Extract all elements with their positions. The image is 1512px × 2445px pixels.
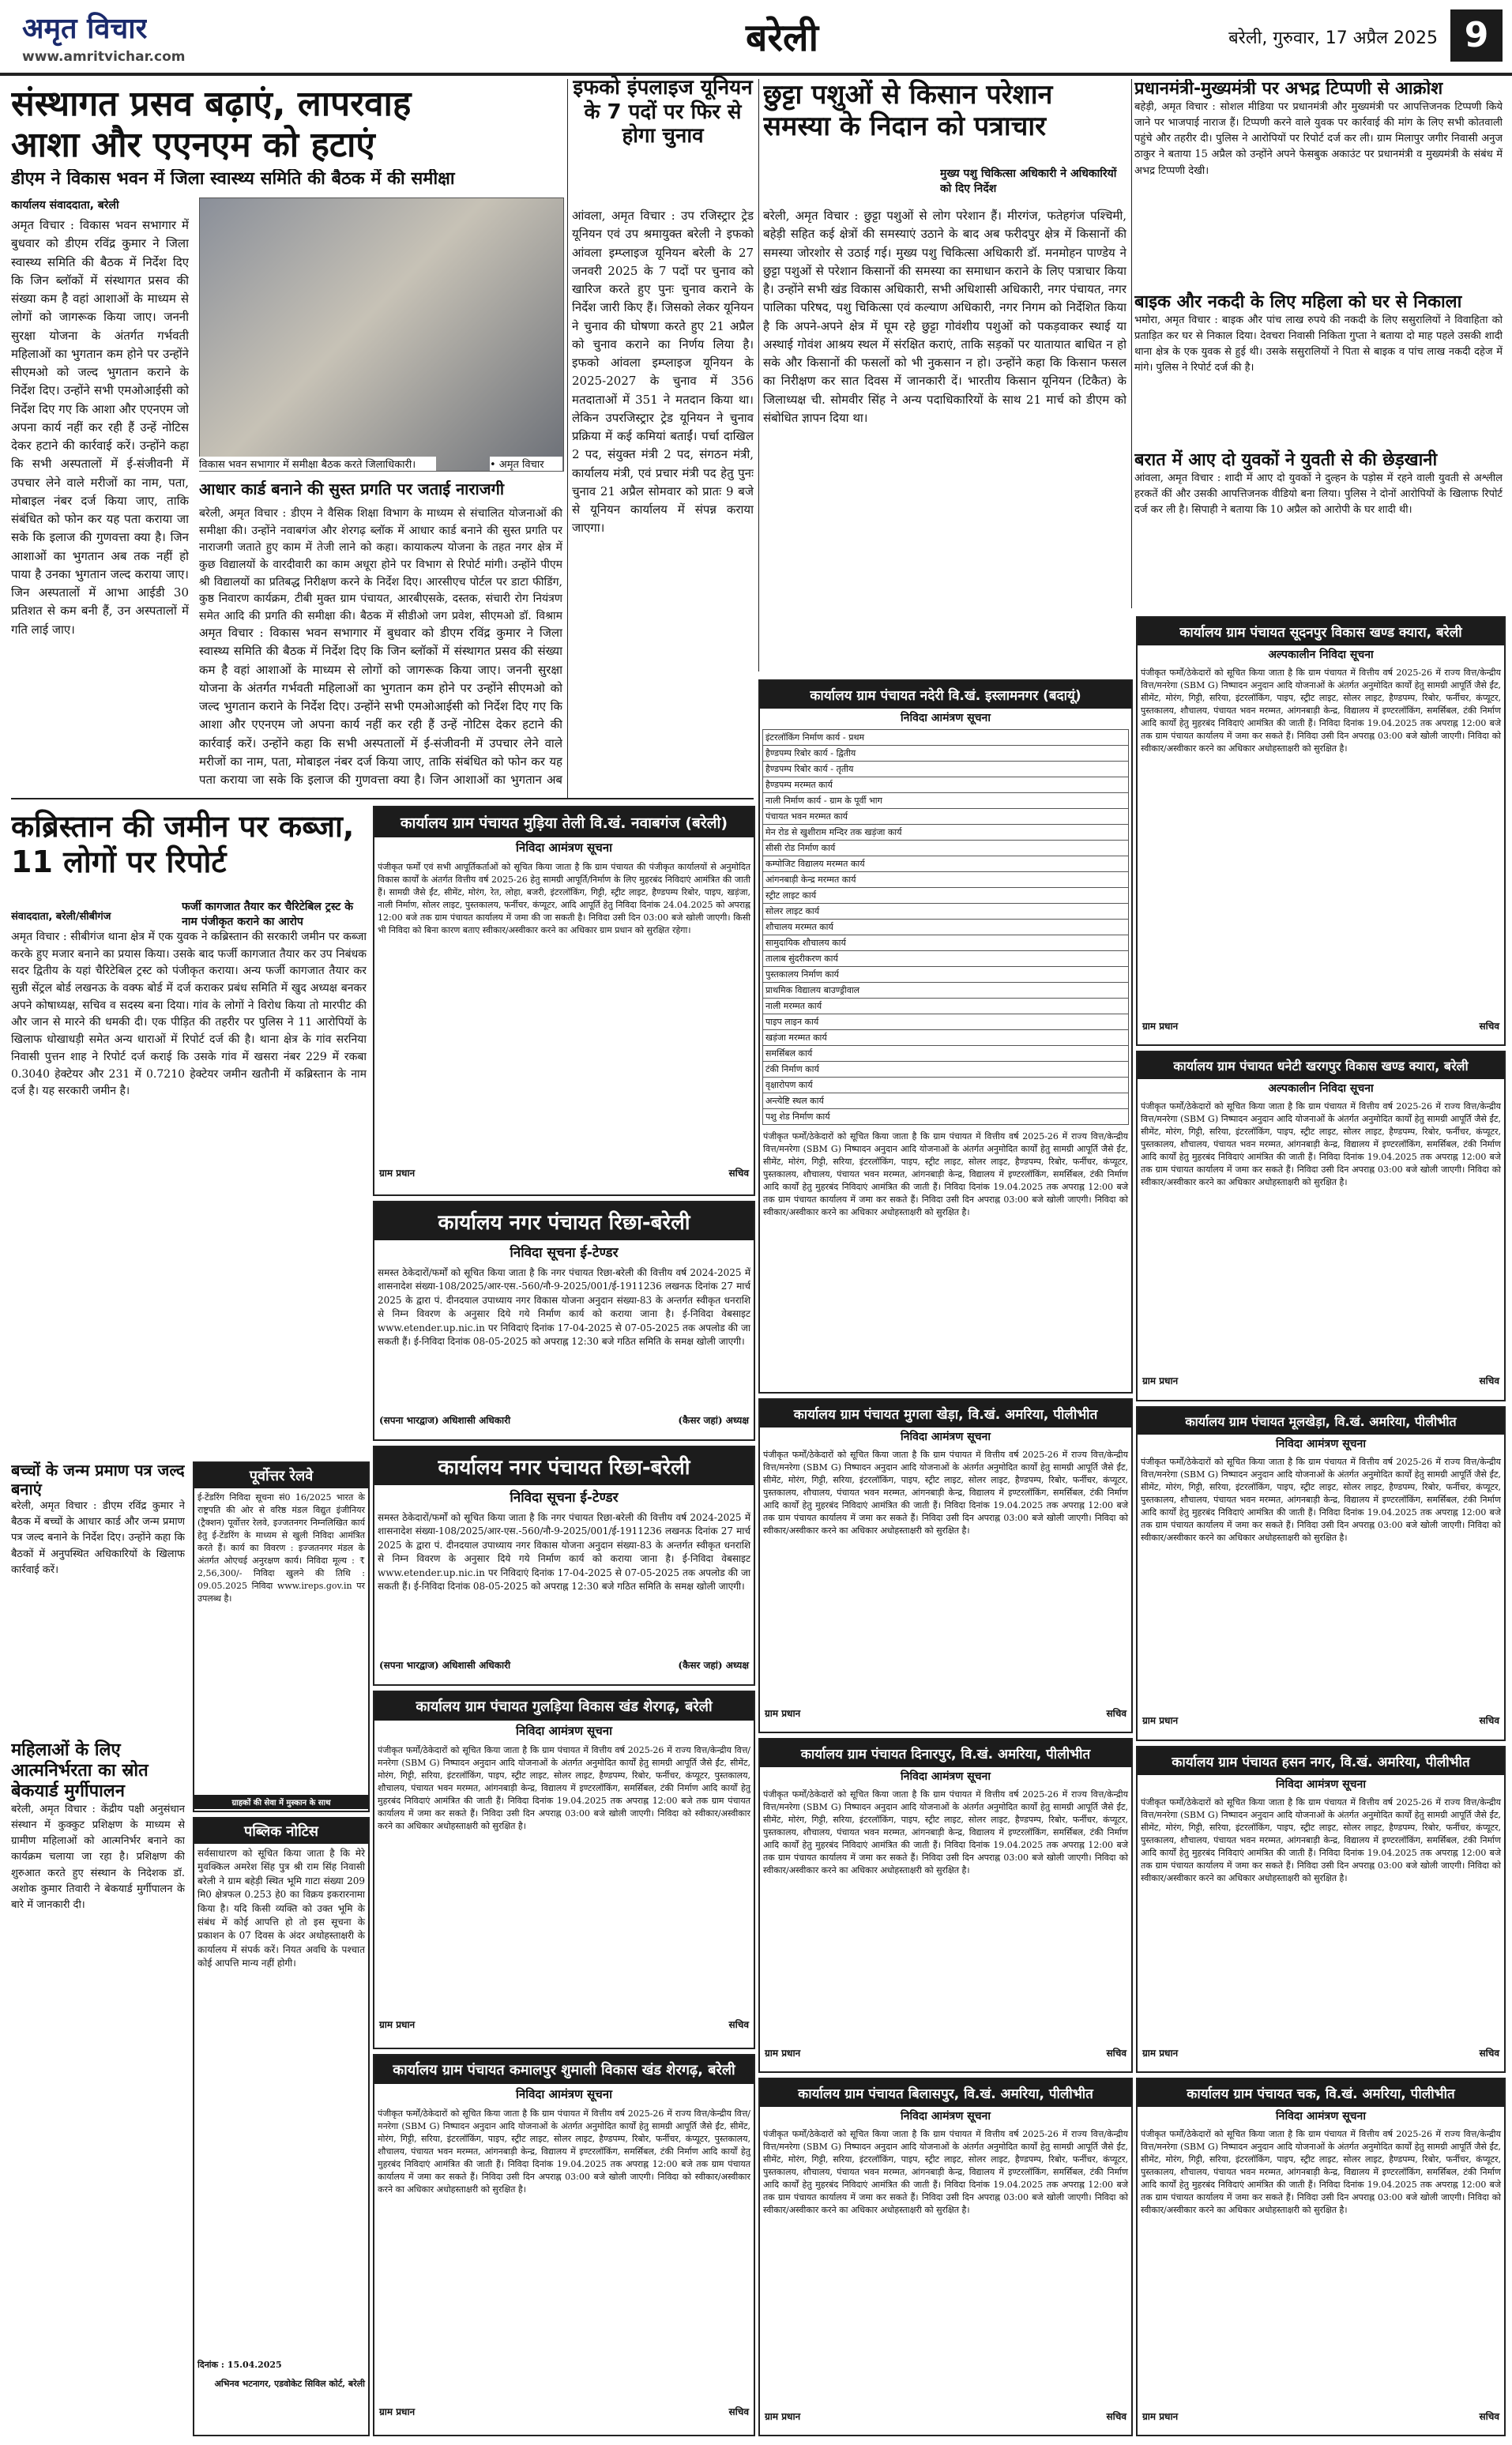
- edition-date: बरेली, गुरुवार, 17 अप्रैल 2025: [1228, 28, 1438, 48]
- tender-mugla-sachiv: सचिव: [1106, 1708, 1126, 1719]
- tender-chak: [1136, 2078, 1506, 2436]
- tender-hasan-nagar-pradhan: ग्राम प्रधान: [1142, 2048, 1179, 2059]
- tender-dhaneti-body: पंजीकृत फर्मों/ठेकेदारों को सूचित किया जाता है कि ग्राम पंचायत में वित्तीय वर्ष 2025-26 में राज्य वित्त/केन्द्रीय वित्त/मनरेगा (SBM G) निष्पादन अनुदान आदि योजनाओं के अंतर्गत अनुमोदित कार्यों हेतु सामग्री आपूर्ति जैसे ईंट, सीमेंट, मोरंग, गिट्टी, सरिया, इंटरलॉकिंग, पाइप, स्ट्रीट लाइट, सोलर लाइट, हैण्डपम्प, रिबोर, फर्नीचर, कंप्यूटर, पुस्तकालय, शौचालय, पंचायत भवन मरम्मत, आंगनबाड़ी केन्द्र, विद्यालय में इण्टरलॉकिंग, समर्सिबल, टंकी निर्माण आदि कार्यों हेतु मुहरबंद निविदाएं आमंत्रित की जाती हैं। निविदा दिनांक 19.04.2025 तक अपराह्न 12:00 बजे तक ग्राम पंचायत कार्यालय में जमा कर सकते हैं। निविदा उसी दिन अपराह्न 03:00 बजे खोली जाएगी। निविदा को स्वीकार/अस्वीकार करने का अधिकार अधोहस्ताक्षरी को सुरक्षित है।: [1141, 1101, 1501, 1187]
- public-notice-title: पब्लिक नोटिस: [194, 1819, 368, 1844]
- tender-row-label: शौचालय मरम्मत कार्य: [763, 920, 1129, 935]
- aadhaar-headline: आधार कार्ड बनाने की सुस्त प्रगति पर जताई नाराजगी: [199, 480, 505, 498]
- left-briefs: [11, 1461, 185, 2433]
- tender-table-row: [763, 762, 1129, 777]
- lead-deck: डीएम ने विकास भवन में जिला स्वास्थ्य समिति की बैठक में की समीक्षा: [11, 169, 455, 189]
- tender-bilaspur: [758, 2078, 1133, 2436]
- tender-mudiya-pradhan: ग्राम प्रधान: [379, 1168, 416, 1179]
- tender-suddanpur-title: कार्यालय ग्राम पंचायत सूदनपुर विकास खण्ड क्यारा, बरेली: [1138, 618, 1504, 645]
- lead-headline-line2: आशा और एएनएम को हटाएं: [11, 124, 375, 163]
- tender-naderi-table-wrap: [760, 727, 1131, 1127]
- brief-3-headline: बरात में आए दो युवकों ने युवती से की छेड़खानी: [1134, 450, 1438, 470]
- tender-rikha-1-sub: निविदा सूचना ई-टेण्डर: [510, 1245, 619, 1261]
- tender-row-label: सीसी रोड निर्माण कार्य: [763, 841, 1129, 856]
- brief-2-headline: बाइक और नकदी के लिए महिला को घर से निकाला: [1134, 292, 1462, 312]
- tender-dinarpur-body: पंजीकृत फर्मों/ठेकेदारों को सूचित किया जाता है कि ग्राम पंचायत में वित्तीय वर्ष 2025-26 में राज्य वित्त/केन्द्रीय वित्त/मनरेगा (SBM G) निष्पादन अनुदान आदि योजनाओं के अंतर्गत अनुमोदित कार्यों हेतु सामग्री आपूर्ति जैसे ईंट, सीमेंट, मोरंग, गिट्टी, सरिया, इंटरलॉकिंग, पाइप, स्ट्रीट लाइट, सोलर लाइट, हैण्डपम्प, रिबोर, फर्नीचर, कंप्यूटर, पुस्तकालय, शौचालय, पंचायत भवन मरम्मत, आंगनबाड़ी केन्द्र, विद्यालय में इण्टरलॉकिंग, समर्सिबल, टंकी निर्माण आदि कार्यों हेतु मुहरबंद निविदाएं आमंत्रित की जाती हैं। निविदा दिनांक 19.04.2025 तक अपराह्न 12:00 बजे तक ग्राम पंचायत कार्यालय में जमा कर सकते हैं। निविदा उसी दिन अपराह्न 03:00 बजे खोली जाएगी। निविदा को स्वीकार/अस्वीकार करने का अधिकार अधोहस्ताक्षरी को सुरक्षित है।: [763, 1789, 1128, 1875]
- tender-table-row: [763, 841, 1129, 856]
- tender-rikha-2-body: समस्त ठेकेदारों/फर्मों को सूचित किया जाता है कि नगर पंचायत रिछा-बरेली की वित्तीय वर्ष 2024-2025 में शासनादेश संख्या-108/2025/आर-एस.-560/नौ-9-2025/001/ई-1911236 लखनऊ दिनांक 27 मार्च 2025 के द्वारा पं. दीनदयाल उपाध्याय नगर विकास योजना अनुदान संख्या-83 के अन्तर्गत स्वीकृत धनराशि से निम्न विवरण के अनुसार दिये गये निर्माण कार्य को कराया जाना है। ई-निविदा वेबसाइट www.etender.up.nic.in पर निविदाएं दिनांक 17-04-2025 से 07-05-2025 तक अपलोड की जा सकती हैं। ई-निविदा दिनांक 08-05-2025 को अपराह्न 12:30 बजे गठित समिति के समक्ष खोली जाएगी।: [378, 1512, 750, 1592]
- tender-rikha-1-signs: [374, 1412, 754, 1428]
- tender-rikha-1-chair: (कैसर जहां) अध्यक्ष: [678, 1415, 749, 1426]
- brief-3-body: आंवला, अमृत विचार : शादी में आए दो युवकों ने दुल्हन के पड़ोस में रहने वाली युवती से अश्लील हरकतें कीं और उसकी आपत्तिजनक वीडियो बना लिया। पुलिस ने दोनों आरोपियों के खिलाफ रिपोर्ट दर्ज कर ली है। सिपाही ने बताया कि 10 अप्रैल को आरोपी के घर शादी थी।: [1134, 472, 1503, 517]
- lead-headline: [11, 84, 564, 163]
- tender-row-label: नाली मरम्मत कार्य: [763, 999, 1129, 1014]
- tender-rikha-2-sub: निविदा सूचना ई-टेण्डर: [510, 1490, 619, 1506]
- tender-moolkheda-body: पंजीकृत फर्मों/ठेकेदारों को सूचित किया जाता है कि ग्राम पंचायत में वित्तीय वर्ष 2025-26 में राज्य वित्त/केन्द्रीय वित्त/मनरेगा (SBM G) निष्पादन अनुदान आदि योजनाओं के अंतर्गत अनुमोदित कार्यों हेतु सामग्री आपूर्ति जैसे ईंट, सीमेंट, मोरंग, गिट्टी, सरिया, इंटरलॉकिंग, पाइप, स्ट्रीट लाइट, सोलर लाइट, हैण्डपम्प, रिबोर, फर्नीचर, कंप्यूटर, पुस्तकालय, शौचालय, पंचायत भवन मरम्मत, आंगनबाड़ी केन्द्र, विद्यालय में इण्टरलॉकिंग, समर्सिबल, टंकी निर्माण आदि कार्यों हेतु मुहरबंद निविदाएं आमंत्रित की जाती हैं। निविदा दिनांक 19.04.2025 तक अपराह्न 12:00 बजे तक ग्राम पंचायत कार्यालय में जमा कर सकते हैं। निविदा उसी दिन अपराह्न 03:00 बजे खोली जाएगी। निविदा को स्वीकार/अस्वीकार करने का अधिकार अधोहस्ताक्षरी को सुरक्षित है।: [1141, 1457, 1501, 1543]
- public-notice: [193, 1817, 370, 2436]
- tender-hasan-nagar-sachiv: सचिव: [1479, 2048, 1499, 2059]
- tender-row-label: कम्पोजिट विद्यालय मरम्मत कार्य: [763, 856, 1129, 872]
- tender-chak-title: कार्यालय ग्राम पंचायत चक, वि.खं. अमरिया, पीलीभीत: [1138, 2079, 1504, 2107]
- graveyard-body: अमृत विचार : सीबीगंज थाना क्षेत्र में एक युवक ने कब्रिस्तान की सरकारी जमीन पर कब्जा करके हुए मजार बनाने का प्रयास किया। उसके बाद फर्जी कागजात तैयार कर उप निबंधक सदर द्वितीय के यहां चैरिटेबिल ट्रस्ट को पंजीकृत कराया। अन्य फर्जी कागजात तैयार कर सुन्नी सेंट्रल बोर्ड लखनऊ के वक्फ बोर्ड में दर्ज कराकर प्रबंध समिति में खुद अध्यक्ष बनकर अपने कोषाध्यक्ष, सचिव व सदस्य बना दिया। गांव के लोगों ने विरोध किया तो मारपीट की और जान से मारने की धमकी दी। एक पीड़ित की तहरीर पर पुलिस ने 11 आरोपियों के खिलाफ धोखाधड़ी समेत अन्य धाराओं में रिपोर्ट दर्ज की है। थाना क्षेत्र के गांव सरनिया निवासी पुत्तन शाह ने रिपोर्ट दर्ज कराई कि उसके गांव में खसरा नंबर 229 में रकबा 0.3040 हेक्टेयर और 231 में 0.7210 हेक्टेयर जमीन खतौनी में कब्रिस्तान के नाम दर्ज है। यह सरकारी जमीन है।: [11, 931, 367, 1098]
- tender-guleria-sub: निविदा आमंत्रण सूचना: [515, 1724, 613, 1738]
- graveyard-headline: कब्रिस्तान की जमीन पर कब्जा, 11 लोगों पर रिपोर्ट: [11, 809, 355, 879]
- tender-table-row: [763, 856, 1129, 872]
- tender-table-row: [763, 809, 1129, 825]
- tender-suddanpur-body: पंजीकृत फर्मों/ठेकेदारों को सूचित किया जाता है कि ग्राम पंचायत में वित्तीय वर्ष 2025-26 में राज्य वित्त/केन्द्रीय वित्त/मनरेगा (SBM G) निष्पादन अनुदान आदि योजनाओं के अंतर्गत अनुमोदित कार्यों हेतु सामग्री आपूर्ति जैसे ईंट, सीमेंट, मोरंग, गिट्टी, सरिया, इंटरलॉकिंग, पाइप, स्ट्रीट लाइट, सोलर लाइट, हैण्डपम्प, रिबोर, फर्नीचर, कंप्यूटर, पुस्तकालय, शौचालय, पंचायत भवन मरम्मत, आंगनबाड़ी केन्द्र, विद्यालय में इण्टरलॉकिंग, समर्सिबल, टंकी निर्माण आदि कार्यों हेतु मुहरबंद निविदाएं आमंत्रित की जाती हैं। निविदा दिनांक 19.04.2025 तक अपराह्न 12:00 बजे तक ग्राम पंचायत कार्यालय में जमा कर सकते हैं। निविदा उसी दिन अपराह्न 03:00 बजे खोली जाएगी। निविदा को स्वीकार/अस्वीकार करने का अधिकार अधोहस्ताक्षरी को सुरक्षित है।: [1141, 668, 1501, 754]
- public-notice-body: सर्वसाधारण को सूचित किया जाता है कि मेरे मुवक्किल अमरेश सिंह पुत्र श्री राम सिंह निवासी बरेली ने ग्राम बहेड़ी स्थित भूमि गाटा संख्या 209 मि0 क्षेत्रफल 0.253 हे0 का विक्रय इकरारनामा किया है। यदि किसी व्यक्ति को उक्त भूमि के संबंध में कोई आपत्ति हो तो इस सूचना के प्रकाशन के 07 दिवस के अंदर अधोहस्ताक्षरी के कार्यालय में संपर्क करें। नियत अवधि के पश्चात कोई आपत्ति मान्य नहीं होगी।: [197, 1848, 365, 1969]
- tender-table-row: [763, 1062, 1129, 1078]
- tender-moolkheda-title: कार्यालय ग्राम पंचायत मूलखेड़ा, वि.खं. अमरिया, पीलीभीत: [1138, 1408, 1504, 1435]
- tender-dinarpur-signs: [760, 2044, 1131, 2061]
- tender-mudiya: [373, 806, 755, 1196]
- tender-dhaneti-title: कार्यालय ग्राम पंचायत धनेटी खरगपुर विकास खण्ड क्यारा, बरेली: [1138, 1052, 1504, 1079]
- tender-row-label: पशु शेड निर्माण कार्य: [763, 1109, 1129, 1125]
- column-rule: [567, 79, 568, 798]
- tender-suddanpur-pradhan: ग्राम प्रधान: [1142, 1021, 1179, 1032]
- tender-moolkheda-pradhan: ग्राम प्रधान: [1142, 1715, 1179, 1726]
- tender-row-label: अन्त्येष्टि स्थल कार्य: [763, 1093, 1129, 1109]
- tender-guleria-signs: [374, 2016, 754, 2033]
- tender-moolkheda-sub: निविदा आमंत्रण सूचना: [1276, 1438, 1366, 1450]
- railway-body: ई-टेंडरिंग निविदा सूचना सं0 16/2025 भारत के राष्ट्रपति की ओर से वरिष्ठ मंडल विद्युत इंजीनियर (ट्रैक्शन) पूर्वोत्तर रेलवे, इज्जतनगर निम्नलिखित कार्य हेतु ई-टेंडरिंग के माध्यम से खुली निविदा आमंत्रित करते हैं। कार्य का विवरण : इज्जतनगर मंडल के अंतर्गत ओएचई अनुरक्षण कार्य। निविदा मूल्य : ₹ 2,56,300/- निविदा खुलने की तिथि : 09.05.2025 निविदा www.ireps.gov.in पर उपलब्ध है।: [197, 1492, 365, 1604]
- tender-suddanpur-sub: अल्पकालीन निविदा सूचना: [1268, 649, 1374, 661]
- brief-1-headline: प्रधानमंत्री-मुख्यमंत्री पर अभद्र टिप्पणी से आक्रोश: [1134, 79, 1443, 99]
- tender-table-row: [763, 746, 1129, 762]
- tender-kamalpur-sachiv: सचिव: [728, 2406, 749, 2417]
- tender-dhaneti-pradhan: ग्राम प्रधान: [1142, 1375, 1179, 1386]
- tender-table-row: [763, 825, 1129, 841]
- tender-row-label: वृक्षारोपण कार्य: [763, 1078, 1129, 1093]
- tender-mugla-title: कार्यालय ग्राम पंचायत मुगला खेड़ा, वि.खं. अमरिया, पीलीभीत: [760, 1400, 1131, 1428]
- left-brief-1-body: बरेली, अमृत विचार : डीएम रविंद्र कुमार ने बैठक में बच्चों के आधार कार्ड और जन्म प्रमाण पत्र जल्द बनाने के निर्देश दिए। उन्होंने कहा कि बैठकों में अनुपस्थित अधिकारियों के खिलाफ कार्रवाई करें।: [11, 1500, 185, 1576]
- tender-bilaspur-sachiv: सचिव: [1106, 2411, 1126, 2422]
- tender-row-label: इंटरलॉकिंग निर्माण कार्य - प्रथम: [763, 730, 1129, 746]
- tender-dhaneti-signs: [1138, 1372, 1504, 1389]
- tender-table-row: [763, 777, 1129, 793]
- tender-row-label: टंकी निर्माण कार्य: [763, 1062, 1129, 1078]
- tender-table-row: [763, 1078, 1129, 1093]
- graveyard-reporter: संवाददाता, बरेली/सीबीगंज: [11, 911, 111, 923]
- tender-suddanpur-signs: [1138, 1017, 1504, 1034]
- tender-moolkheda: [1136, 1406, 1506, 1741]
- tender-chak-sachiv: सचिव: [1479, 2411, 1499, 2422]
- tender-row-label: स्ट्रीट लाइट कार्य: [763, 888, 1129, 904]
- tender-suddanpur-sachiv: सचिव: [1479, 1021, 1499, 1032]
- railway-tender: [193, 1461, 370, 1812]
- tender-naderi-body: पंजीकृत फर्मों/ठेकेदारों को सूचित किया जाता है कि ग्राम पंचायत में वित्तीय वर्ष 2025-26 में राज्य वित्त/केन्द्रीय वित्त/मनरेगा (SBM G) निष्पादन अनुदान आदि योजनाओं के अंतर्गत अनुमोदित कार्यों हेतु सामग्री आपूर्ति जैसे ईंट, सीमेंट, मोरंग, गिट्टी, सरिया, इंटरलॉकिंग, पाइप, स्ट्रीट लाइट, सोलर लाइट, हैण्डपम्प, रिबोर, फर्नीचर, कंप्यूटर, पुस्तकालय, शौचालय, पंचायत भवन मरम्मत, आंगनबाड़ी केन्द्र, विद्यालय में इण्टरलॉकिंग, समर्सिबल, टंकी निर्माण आदि कार्यों हेतु मुहरबंद निविदाएं आमंत्रित की जाती हैं। निविदा दिनांक 19.04.2025 तक अपराह्न 12:00 बजे तक ग्राम पंचायत कार्यालय में जमा कर सकते हैं। निविदा उसी दिन अपराह्न 03:00 बजे खोली जाएगी। निविदा को स्वीकार/अस्वीकार करने का अधिकार अधोहस्ताक्षरी को सुरक्षित है।: [763, 1131, 1128, 1217]
- tender-bilaspur-signs: [760, 2408, 1131, 2424]
- tender-rikha-2-signs: [374, 1657, 754, 1673]
- brief-1-body: बहेड़ी, अमृत विचार : सोशल मीडिया पर प्रधानमंत्री और मुख्यमंत्री पर आपत्तिजनक टिप्पणी किये जाने पर भाजपाई नाराज हैं। टिप्पणी करने वाले युवक पर कार्रवाई की मांग के लिए सभी कोतवाली पहुंचे और तहरीर दी। पुलिस ने आरोपियों पर रिपोर्ट दर्ज कर ली। ग्राम मिलापुर जगीर निवासी अनुज ठाकुर ने बताया 15 अप्रैल को उन्होंने अपने फेसबुक अकाउंट पर प्रधानमंत्री व मुख्यमंत्री के संबंध में अभद्र टिप्पणी देखी।: [1134, 100, 1503, 177]
- public-notice-date: दिनांक : 15.04.2025: [197, 2360, 282, 2370]
- tender-mudiya-body: पंजीकृत फर्मों एवं सभी आपूर्तिकर्ताओं को सूचित किया जाता है कि ग्राम पंचायत की पंजीकृत कार्यालयों से अनुमोदित विकास कार्यों के अंतर्गत वित्तीय वर्ष 2025-26 हेतु सामग्री आपूर्ति/निर्माण के लिए मुहरबंद निविदाएं आमंत्रित की जाती हैं। सामग्री जैसे ईंट, सीमेंट, मोरंग, रेत, लोहा, बजरी, इंटरलॉकिंग, गिट्टी, स्ट्रीट लाइट, हैण्डपम्प रिबोर, पाइप, खड़ंजा, नाली निर्माण, सोलर लाइट, पुस्तकालय, फर्नीचर, कंप्यूटर, आदि आपूर्ति हेतु निविदा दिनांक 24.04.2025 को अपराह्न 12:00 बजे तक ग्राम पंचायत कार्यालय में जमा की जा सकती है। निविदा उसी दिन 03:00 बजे खोली जाएगी। किसी भी निविदा को बिना कारण बताए स्वीकार/अस्वीकार करने का अधिकार ग्राम प्रधान को सुरक्षित रहेगा।: [378, 862, 750, 935]
- tender-table-row: [763, 1109, 1129, 1125]
- tender-table-row: [763, 935, 1129, 951]
- tender-chak-pradhan: ग्राम प्रधान: [1142, 2411, 1179, 2422]
- right-briefs: [1134, 79, 1503, 648]
- tender-table-row: [763, 967, 1129, 983]
- tender-table-row: [763, 1093, 1129, 1109]
- tender-row-label: समर्सिबल कार्य: [763, 1046, 1129, 1062]
- tender-moolkheda-sachiv: सचिव: [1479, 1715, 1499, 1726]
- tender-mugla-body: पंजीकृत फर्मों/ठेकेदारों को सूचित किया जाता है कि ग्राम पंचायत में वित्तीय वर्ष 2025-26 में राज्य वित्त/केन्द्रीय वित्त/मनरेगा (SBM G) निष्पादन अनुदान आदि योजनाओं के अंतर्गत अनुमोदित कार्यों हेतु सामग्री आपूर्ति जैसे ईंट, सीमेंट, मोरंग, गिट्टी, सरिया, इंटरलॉकिंग, पाइप, स्ट्रीट लाइट, सोलर लाइट, हैण्डपम्प, रिबोर, फर्नीचर, कंप्यूटर, पुस्तकालय, शौचालय, पंचायत भवन मरम्मत, आंगनबाड़ी केन्द्र, विद्यालय में इण्टरलॉकिंग, समर्सिबल, टंकी निर्माण आदि कार्यों हेतु मुहरबंद निविदाएं आमंत्रित की जाती हैं। निविदा दिनांक 19.04.2025 तक अपराह्न 12:00 बजे तक ग्राम पंचायत कार्यालय में जमा कर सकते हैं। निविदा उसी दिन अपराह्न 03:00 बजे खोली जाएगी। निविदा को स्वीकार/अस्वीकार करने का अधिकार अधोहस्ताक्षरी को सुरक्षित है।: [763, 1450, 1128, 1536]
- tender-rikha-1: [373, 1201, 755, 1441]
- tender-dinarpur-title: कार्यालय ग्राम पंचायत दिनारपुर, वि.खं. अमरिया, पीलीभीत: [760, 1740, 1131, 1767]
- brief-2-body: भमोरा, अमृत विचार : बाइक और पांच लाख रुपये की नकदी के लिए ससुरालियों ने विवाहिता को प्रताड़ित कर घर से निकाल दिया। देवचरा निवासी निकिता गुप्ता ने बताया दो माह पहले उसकी शादी थाना क्षेत्र के एक युवक से हुई थी। उसके ससुरालियों ने पिता से बाइक व पांच लाख नकदी दहेज में मांगे। पुलिस ने रिपोर्ट दर्ज की है।: [1134, 314, 1503, 374]
- tender-guleria-pradhan: ग्राम प्रधान: [379, 2019, 416, 2030]
- tender-table-row: [763, 1046, 1129, 1062]
- tender-kamalpur-signs: [374, 2403, 754, 2420]
- section-rule: [11, 798, 754, 799]
- tender-naderi-title: कार्यालय ग्राम पंचायत नदेरी वि.खं. इस्लामनगर (बदायूं): [760, 681, 1131, 709]
- tender-table-row: [763, 951, 1129, 967]
- tender-mudiya-sub: निविदा आमंत्रण सूचना: [515, 841, 613, 855]
- tender-naderi-table: [762, 729, 1129, 1125]
- tender-dinarpur: [758, 1738, 1133, 2073]
- tender-rikha-2-title: कार्यालय नगर पंचायत रिछा-बरेली: [374, 1447, 754, 1485]
- railway-footer: ग्राहकों की सेवा में मुस्कान के साथ: [194, 1795, 368, 1809]
- tender-moolkheda-signs: [1138, 1712, 1504, 1728]
- tender-kamalpur-sub: निविदा आमंत्रण सूचना: [515, 2087, 613, 2101]
- tender-chak-sub: निविदा आमंत्रण सूचना: [1276, 2110, 1366, 2123]
- tender-rikha-1-title: कार्यालय नगर पंचायत रिछा-बरेली: [374, 1202, 754, 1240]
- tender-row-label: हैण्डपम्प मरम्मत कार्य: [763, 777, 1129, 793]
- tender-rikha-2: [373, 1446, 755, 1686]
- union-body: आंवला, अमृत विचार : उप रजिस्ट्रार ट्रेड यूनियन एवं उप श्रमायुक्त बरेली ने इफको आंवला इम्प्लाइज यूनियन बरेली के 27 जनवरी 2025 के 7 पदों पर चुनाव को खारिज करते हुए पुनः चुनाव कराने के निर्देश जारी किए हैं। जिसको लेकर यूनियन ने चुनाव की घोषणा करते हुए 21 अप्रैल को चुनाव कराने का निर्णय लिया है। इफको आंवला इम्प्लाइज यूनियन के 2025-2027 के चुनाव में 356 मतदाताओं में 351 ने मतदान किया था। लेकिन उपरजिस्ट्रार ट्रेड यूनियन ने चुनाव प्रक्रिया में कई कमियां बताईं। पर्चा दाखिल 2 पद, संयुक्त मंत्री 2 पद, संगठन मंत्री, कार्यालय मंत्री, एवं प्रचार मंत्री पद हेतु पुनः चुनाव 21 अप्रैल सोमवार को प्रातः 9 बजे से यूनियन कार्यालय में संपन्न कराया जाएगा।: [572, 209, 754, 536]
- tender-rikha-2-chair: (कैसर जहां) अध्यक्ष: [678, 1660, 749, 1671]
- tender-bilaspur-sub: निविदा आमंत्रण सूचना: [901, 2110, 991, 2123]
- tender-mugla-sub: निविदा आमंत्रण सूचना: [901, 1431, 991, 1443]
- tender-mudiya-sachiv: सचिव: [728, 1168, 749, 1179]
- tender-naderi-sub: निविदा आमंत्रण सूचना: [901, 712, 991, 724]
- lead-photo: [199, 197, 564, 472]
- tender-row-label: खड़ंजा मरम्मत कार्य: [763, 1030, 1129, 1046]
- graveyard-bullet: फर्जी कागजात तैयार कर चैरिटेबिल ट्रस्ट के नाम पंजीकृत कराने का आरोप: [182, 901, 353, 928]
- tender-row-label: पंचायत भवन मरम्मत कार्य: [763, 809, 1129, 825]
- tender-row-label: पाइप लाइन कार्य: [763, 1014, 1129, 1030]
- tender-bilaspur-title: कार्यालय ग्राम पंचायत बिलासपुर, वि.खं. अमरिया, पीलीभीत: [760, 2079, 1131, 2107]
- railway-title: पूर्वोत्तर रेलवे: [194, 1463, 368, 1488]
- tender-hasan-nagar-title: कार्यालय ग्राम पंचायत हसन नगर, वि.खं. अमरिया, पीलीभीत: [1138, 1747, 1504, 1775]
- column-rule: [758, 79, 759, 671]
- website-url: www.amritvichar.com: [22, 49, 186, 65]
- tender-dinarpur-sachiv: सचिव: [1106, 2048, 1126, 2059]
- tender-mugla: [758, 1398, 1133, 1733]
- tender-rikha-2-eo: (सपना भारद्वाज) अधिशासी अधिकारी: [379, 1660, 511, 1671]
- tender-row-label: पुस्तकालय निर्माण कार्य: [763, 967, 1129, 983]
- tender-mudiya-signs: [374, 1164, 754, 1181]
- stray-headline-line1: छुट्टा पशुओं से किसान परेशान: [763, 79, 1053, 111]
- tender-row-label: नाली निर्माण कार्य - ग्राम के पूर्वी भाग: [763, 793, 1129, 809]
- lead-body-col2: अमृत विचार : विकास भवन सभागार में बुधवार को डीएम रविंद्र कुमार ने जिला स्वास्थ्य समिति की बैठक में निर्देश दिए कि जिन ब्लॉकों में संस्थागत प्रसव की संख्या कम है वहां आशाओं के माध्यम से लोगों को जागरूक किया जाए। जननी सुरक्षा योजना के अंतर्गत गर्भवती महिलाओं का भुगतान कम होने पर उन्होंने सीएमओ को जल्द भुगतान कराने के निर्देश दिए। उन्होंने सभी एमओआईसी को निर्देश दिए गए कि आशा और एएनएम जो अपना कार्य नहीं कर रही हैं उन्हें नोटिस देकर हटाने की कार्रवाई करें। उन्होंने कहा कि सभी अस्पतालों में ई-संजीवनी में उपचार लेने वाले मरीजों का नाम, पता, मोबाइल नंबर दर्ज किया जाए, ताकि संबंधित को फोन कर यह पता कराया जा सके कि इलाज की गुणवत्ता क्या है। जिन आशाओं का भुगतान अब: [199, 626, 562, 787]
- tender-rikha-1-body: समस्त ठेकेदारों/फर्मों को सूचित किया जाता है कि नगर पंचायत रिछा-बरेली की वित्तीय वर्ष 2024-2025 में शासनादेश संख्या-108/2025/आर-एस.-560/नौ-9-2025/001/ई-1911236 लखनऊ दिनांक 27 मार्च 2025 के द्वारा पं. दीनदयाल उपाध्याय नगर विकास योजना अनुदान संख्या-83 के अन्तर्गत स्वीकृत धनराशि से निम्न विवरण के अनुसार दिये गये निर्माण कार्य को कराया जाना है। ई-निविदा वेबसाइट www.etender.up.nic.in पर निविदाएं दिनांक 17-04-2025 से 07-05-2025 तक अपलोड की जा सकती हैं। ई-निविदा दिनांक 08-05-2025 को अपराह्न 12:30 बजे गठित समिति के समक्ष खोली जाएगी।: [378, 1267, 750, 1347]
- tender-guleria-body: पंजीकृत फर्मों/ठेकेदारों को सूचित किया जाता है कि ग्राम पंचायत में वित्तीय वर्ष 2025-26 में राज्य वित्त/केन्द्रीय वित्त/मनरेगा (SBM G) निष्पादन अनुदान आदि योजनाओं के अंतर्गत अनुमोदित कार्यों हेतु सामग्री आपूर्ति जैसे ईंट, सीमेंट, मोरंग, गिट्टी, सरिया, इंटरलॉकिंग, पाइप, स्ट्रीट लाइट, सोलर लाइट, हैण्डपम्प, रिबोर, फर्नीचर, कंप्यूटर, पुस्तकालय, शौचालय, पंचायत भवन मरम्मत, आंगनबाड़ी केन्द्र, विद्यालय में इण्टरलॉकिंग, समर्सिबल, टंकी निर्माण आदि कार्यों हेतु मुहरबंद निविदाएं आमंत्रित की जाती हैं। निविदा दिनांक 19.04.2025 तक अपराह्न 12:00 बजे तक ग्राम पंचायत कार्यालय में जमा कर सकते हैं। निविदा उसी दिन अपराह्न 03:00 बजे खोली जाएगी। निविदा को स्वीकार/अस्वीकार करने का अधिकार अधोहस्ताक्षरी को सुरक्षित है।: [378, 1745, 750, 1831]
- tender-table-row: [763, 1014, 1129, 1030]
- tender-row-label: तालाब सुंदरीकरण कार्य: [763, 951, 1129, 967]
- tender-bilaspur-body: पंजीकृत फर्मों/ठेकेदारों को सूचित किया जाता है कि ग्राम पंचायत में वित्तीय वर्ष 2025-26 में राज्य वित्त/केन्द्रीय वित्त/मनरेगा (SBM G) निष्पादन अनुदान आदि योजनाओं के अंतर्गत अनुमोदित कार्यों हेतु सामग्री आपूर्ति जैसे ईंट, सीमेंट, मोरंग, गिट्टी, सरिया, इंटरलॉकिंग, पाइप, स्ट्रीट लाइट, सोलर लाइट, हैण्डपम्प, रिबोर, फर्नीचर, कंप्यूटर, पुस्तकालय, शौचालय, पंचायत भवन मरम्मत, आंगनबाड़ी केन्द्र, विद्यालय में इण्टरलॉकिंग, समर्सिबल, टंकी निर्माण आदि कार्यों हेतु मुहरबंद निविदाएं आमंत्रित की जाती हैं। निविदा दिनांक 19.04.2025 तक अपराह्न 12:00 बजे तक ग्राम पंचायत कार्यालय में जमा कर सकते हैं। निविदा उसी दिन अपराह्न 03:00 बजे खोली जाएगी। निविदा को स्वीकार/अस्वीकार करने का अधिकार अधोहस्ताक्षरी को सुरक्षित है।: [763, 2129, 1128, 2215]
- tender-mudiya-title: कार्यालय ग्राम पंचायत मुड़िया तेली वि.खं. नवाबगंज (बरेली): [374, 807, 754, 837]
- stray-body: बरेली, अमृत विचार : छुट्टा पशुओं से लोग परेशान हैं। मीरगंज, फतेहगंज पश्चिमी, बहेड़ी सहित कई क्षेत्रों की समस्याएं उठाने के बाद अब फरीदपुर क्षेत्र में किसानों की समस्या जोरशोर से उठाई गई। मुख्य पशु चिकित्सा अधिकारी डॉ. मनमोहन पाण्डेय ने छुट्टा पशुओं से परेशान किसानों की समस्या का समाधान कराने के लिए पत्राचार किया है। उन्होंने सभी खंड विकास अधिकारी, सभी अधिशासी अधिकारी, नगर पंचायत, नगर पालिका परिषद, पशु चिकित्सा एवं कल्याण अधिकारी, नगर निगम को निर्देशित किया है कि अपने-अपने क्षेत्र में घूम रहे छुट्टा गोवंशीय पशुओं को पकड़वाकर स्थाई या अस्थाई गोवंश आश्रय स्थल में संरक्षित कराएं, ताकि सड़कों पर यातायात बाधित न हो सके और किसानों की फसलों को भी नुकसान न हो। उन्होंने कहा कि किसान फसल का निरीक्षण कर सात दिवस में जानकारी दें। भारतीय किसान यूनियन (टिकैत) के जिलाध्यक्ष ची. सोमवीर सिंह ने अन्य पदाधिकारियों के साथ 21 मार्च को डीएम को संबोधित ज्ञापन दिया था।: [763, 209, 1126, 425]
- aadhaar-body: बरेली, अमृत विचार : डीएम ने वैसिक शिक्षा विभाग के माध्यम से संचालित योजनाओं की समीक्षा की। उन्होंने नवाबगंज और शेरगढ़ ब्लॉक में आधार कार्ड बनाने की सुस्त प्रगति पर नाराजगी जताते हुए काम में तेजी लाने को कहा। कायाकल्प योजना के तहत नगर क्षेत्र में कुछ विद्यालयों के वारदीवारी का काम अधूरा होने पर विभाग से रिपोर्ट मांगी। उन्होंने पीएम श्री विद्यालयों का प्रतिबद्ध निरीक्षण करने के निर्देश दिए। आरसीएच पोर्टल पर डाटा फीडिंग, कुष्ठ निवारण कार्यक्रम, टीबी मुक्त ग्राम पंचायत, आरबीएसके, दस्तक, संचारी रोग नियंत्रण समेत आदि की प्रगति की समीक्षा की। बैठक में सीडीओ जग प्रवेश, सीएमओ डॉ. विश्राम: [199, 507, 562, 623]
- page-number: 9: [1450, 9, 1503, 62]
- lead-body-col1: अमृत विचार : विकास भवन सभागार में बुधवार को डीएम रविंद्र कुमार ने जिला स्वास्थ्य समिति की बैठक में निर्देश दिए कि जिन ब्लॉकों में संस्थागत प्रसव की संख्या कम है वहां आशाओं के माध्यम से लोगों को जागरूक किया जाए। जननी सुरक्षा योजना के अंतर्गत गर्भवती महिलाओं का भुगतान कम होने पर उन्होंने सीएमओ को जल्द भुगतान कराने के निर्देश दिए। उन्होंने सभी एमओआईसी को निर्देश दिए गए कि आशा और एएनएम जो अपना कार्य नहीं कर रही हैं उन्हें नोटिस देकर हटाने की कार्रवाई करें। उन्होंने कहा कि सभी अस्पतालों में ई-संजीवनी में उपचार लेने वाले मरीजों का नाम, पता, मोबाइल नंबर दर्ज किया जाए, ताकि संबंधित को फोन कर यह पता कराया जा सके कि इलाज की गुणवत्ता क्या है। जिन आशाओं का भुगतान अब तक नहीं हो पाया है उनका भुगतान जल्द कराया जाए। जिन अस्पतालों में आभा आईडी 30 प्रतिशत से कम बनी हैं, उन अस्पतालों में गति लाई जाए।: [11, 218, 189, 637]
- tender-dhaneti-sub: अल्पकालीन निविदा सूचना: [1268, 1082, 1374, 1095]
- stray-headline-line2: समस्या के निदान को पत्राचार: [763, 111, 1047, 143]
- tender-hasan-nagar: [1136, 1746, 1506, 2073]
- tender-bilaspur-pradhan: ग्राम प्रधान: [765, 2411, 801, 2422]
- tender-table-row: [763, 904, 1129, 920]
- newspaper-logo: अमृत विचार: [22, 13, 148, 45]
- lead-photo-caption: विकास भवन सभागार में समीक्षा बैठक करते जिलाधिकारी।: [199, 457, 436, 471]
- tender-row-label: प्राथमिक विद्यालय बाउण्ड्रीवाल: [763, 983, 1129, 999]
- tender-table-row: [763, 888, 1129, 904]
- lead-headline-line1: संस्थागत प्रसव बढ़ाएं, लापरवाह: [11, 84, 412, 124]
- tender-guleria-sachiv: सचिव: [728, 2019, 749, 2030]
- tender-dhaneti-sachiv: सचिव: [1479, 1375, 1499, 1386]
- tender-hasan-nagar-body: पंजीकृत फर्मों/ठेकेदारों को सूचित किया जाता है कि ग्राम पंचायत में वित्तीय वर्ष 2025-26 में राज्य वित्त/केन्द्रीय वित्त/मनरेगा (SBM G) निष्पादन अनुदान आदि योजनाओं के अंतर्गत अनुमोदित कार्यों हेतु सामग्री आपूर्ति जैसे ईंट, सीमेंट, मोरंग, गिट्टी, सरिया, इंटरलॉकिंग, पाइप, स्ट्रीट लाइट, सोलर लाइट, हैण्डपम्प, रिबोर, फर्नीचर, कंप्यूटर, पुस्तकालय, शौचालय, पंचायत भवन मरम्मत, आंगनबाड़ी केन्द्र, विद्यालय में इण्टरलॉकिंग, समर्सिबल, टंकी निर्माण आदि कार्यों हेतु मुहरबंद निविदाएं आमंत्रित की जाती हैं। निविदा दिनांक 19.04.2025 तक अपराह्न 12:00 बजे तक ग्राम पंचायत कार्यालय में जमा कर सकते हैं। निविदा उसी दिन अपराह्न 03:00 बजे खोली जाएगी। निविदा को स्वीकार/अस्वीकार करने का अधिकार अधोहस्ताक्षरी को सुरक्षित है।: [1141, 1797, 1501, 1883]
- tender-mugla-pradhan: ग्राम प्रधान: [765, 1708, 801, 1719]
- tender-kamalpur-title: कार्यालय ग्राम पंचायत कमालपुर शुमाली विकास खंड शेरगढ़, बरेली: [374, 2056, 754, 2084]
- tender-row-label: मेन रोड से खुशीराम मन्दिर तक खड़ंजा कार्य: [763, 825, 1129, 841]
- left-brief-2-body: बरेली, अमृत विचार : केंद्रीय पक्षी अनुसंधान संस्थान में कुक्कुट प्रशिक्षण के माध्यम से ग्रामीण महिलाओं को आत्मनिर्भर बनाने का कार्यक्रम चलाया जा रहा है। प्रशिक्षण की शुरुआत करते हुए संस्थान के निदेशक डॉ. अशोक कुमार तिवारी ने बेकयार्ड मुर्गीपालन के बारे में जानकारी दी।: [11, 1804, 185, 1911]
- tender-guleria-title: कार्यालय ग्राम पंचायत गुलड़िया विकास खंड शेरगढ़, बरेली: [374, 1692, 754, 1721]
- tender-kamalpur: [373, 2054, 755, 2436]
- tender-hasan-nagar-signs: [1138, 2044, 1504, 2061]
- tender-table-row: [763, 872, 1129, 888]
- left-brief-2-headline: महिलाओं के लिए आत्मनिर्भरता का स्रोत बेकयार्ड मुर्गीपालन: [11, 1740, 149, 1802]
- tender-kamalpur-body: पंजीकृत फर्मों/ठेकेदारों को सूचित किया जाता है कि ग्राम पंचायत में वित्तीय वर्ष 2025-26 में राज्य वित्त/केन्द्रीय वित्त/मनरेगा (SBM G) निष्पादन अनुदान आदि योजनाओं के अंतर्गत अनुमोदित कार्यों हेतु सामग्री आपूर्ति जैसे ईंट, सीमेंट, मोरंग, गिट्टी, सरिया, इंटरलॉकिंग, पाइप, स्ट्रीट लाइट, सोलर लाइट, हैण्डपम्प, रिबोर, फर्नीचर, कंप्यूटर, पुस्तकालय, शौचालय, पंचायत भवन मरम्मत, आंगनबाड़ी केन्द्र, विद्यालय में इण्टरलॉकिंग, समर्सिबल, टंकी निर्माण आदि कार्यों हेतु मुहरबंद निविदाएं आमंत्रित की जाती हैं। निविदा दिनांक 19.04.2025 तक अपराह्न 12:00 बजे तक ग्राम पंचायत कार्यालय में जमा कर सकते हैं। निविदा उसी दिन अपराह्न 03:00 बजे खोली जाएगी। निविदा को स्वीकार/अस्वीकार करने का अधिकार अधोहस्ताक्षरी को सुरक्षित है।: [378, 2108, 750, 2195]
- tender-table-row: [763, 793, 1129, 809]
- column-rule: [1131, 79, 1132, 608]
- lead-reporter: कार्यालय संवाददाता, बरेली: [11, 199, 119, 212]
- stray-bullet: मुख्य पशु चिकित्सा अधिकारी ने अधिकारियों को दिए निर्देश: [940, 167, 1117, 195]
- tender-dhaneti: [1136, 1051, 1506, 1401]
- tender-kamalpur-pradhan: ग्राम प्रधान: [379, 2406, 416, 2417]
- tender-dinarpur-pradhan: ग्राम प्रधान: [765, 2048, 801, 2059]
- tender-hasan-nagar-sub: निविदा आमंत्रण सूचना: [1276, 1778, 1366, 1791]
- tender-table-row: [763, 1030, 1129, 1046]
- tender-table-row: [763, 920, 1129, 935]
- tender-chak-body: पंजीकृत फर्मों/ठेकेदारों को सूचित किया जाता है कि ग्राम पंचायत में वित्तीय वर्ष 2025-26 में राज्य वित्त/केन्द्रीय वित्त/मनरेगा (SBM G) निष्पादन अनुदान आदि योजनाओं के अंतर्गत अनुमोदित कार्यों हेतु सामग्री आपूर्ति जैसे ईंट, सीमेंट, मोरंग, गिट्टी, सरिया, इंटरलॉकिंग, पाइप, स्ट्रीट लाइट, सोलर लाइट, हैण्डपम्प, रिबोर, फर्नीचर, कंप्यूटर, पुस्तकालय, शौचालय, पंचायत भवन मरम्मत, आंगनबाड़ी केन्द्र, विद्यालय में इण्टरलॉकिंग, समर्सिबल, टंकी निर्माण आदि कार्यों हेतु मुहरबंद निविदाएं आमंत्रित की जाती हैं। निविदा दिनांक 19.04.2025 तक अपराह्न 12:00 बजे तक ग्राम पंचायत कार्यालय में जमा कर सकते हैं। निविदा उसी दिन अपराह्न 03:00 बजे खोली जाएगी। निविदा को स्वीकार/अस्वीकार करने का अधिकार अधोहस्ताक्षरी को सुरक्षित है।: [1141, 2129, 1501, 2215]
- lead-photo-credit: • अमृत विचार: [490, 457, 562, 471]
- tender-chak-signs: [1138, 2408, 1504, 2424]
- tender-rikha-1-eo: (सपना भारद्वाज) अधिशासी अधिकारी: [379, 1415, 511, 1426]
- tender-table-row: [763, 999, 1129, 1014]
- tender-dinarpur-sub: निविदा आमंत्रण सूचना: [901, 1770, 991, 1783]
- left-brief-1-headline: बच्चों के जन्म प्रमाण पत्र जल्द बनाएं: [11, 1461, 185, 1499]
- tender-row-label: सामुदायिक शौचालय कार्य: [763, 935, 1129, 951]
- tender-row-label: हैण्डपम्प रिबोर कार्य - द्वितीय: [763, 746, 1129, 762]
- public-notice-sign: अभिनव भटनागर, एडवोकेट सिविल कोर्ट, बरेली: [214, 2378, 365, 2389]
- tender-row-label: हैण्डपम्प रिबोर कार्य - तृतीय: [763, 762, 1129, 777]
- tender-row-label: आंगनबाड़ी केन्द्र मरम्मत कार्य: [763, 872, 1129, 888]
- tender-row-label: सोलर लाइट कार्य: [763, 904, 1129, 920]
- tender-mugla-signs: [760, 1705, 1131, 1721]
- tender-naderi: [758, 679, 1133, 1394]
- tender-table-row: [763, 983, 1129, 999]
- tender-suddanpur: [1136, 616, 1506, 1046]
- stray-headline: [763, 79, 1126, 158]
- edition-city: बरेली: [745, 16, 819, 60]
- union-headline: इफको इंपलाइज यूनियन के 7 पदों पर फिर से होगा चुनाव: [573, 76, 753, 149]
- tender-table-row: [763, 730, 1129, 746]
- tender-guleria: [373, 1691, 755, 2049]
- masthead: [0, 0, 1512, 76]
